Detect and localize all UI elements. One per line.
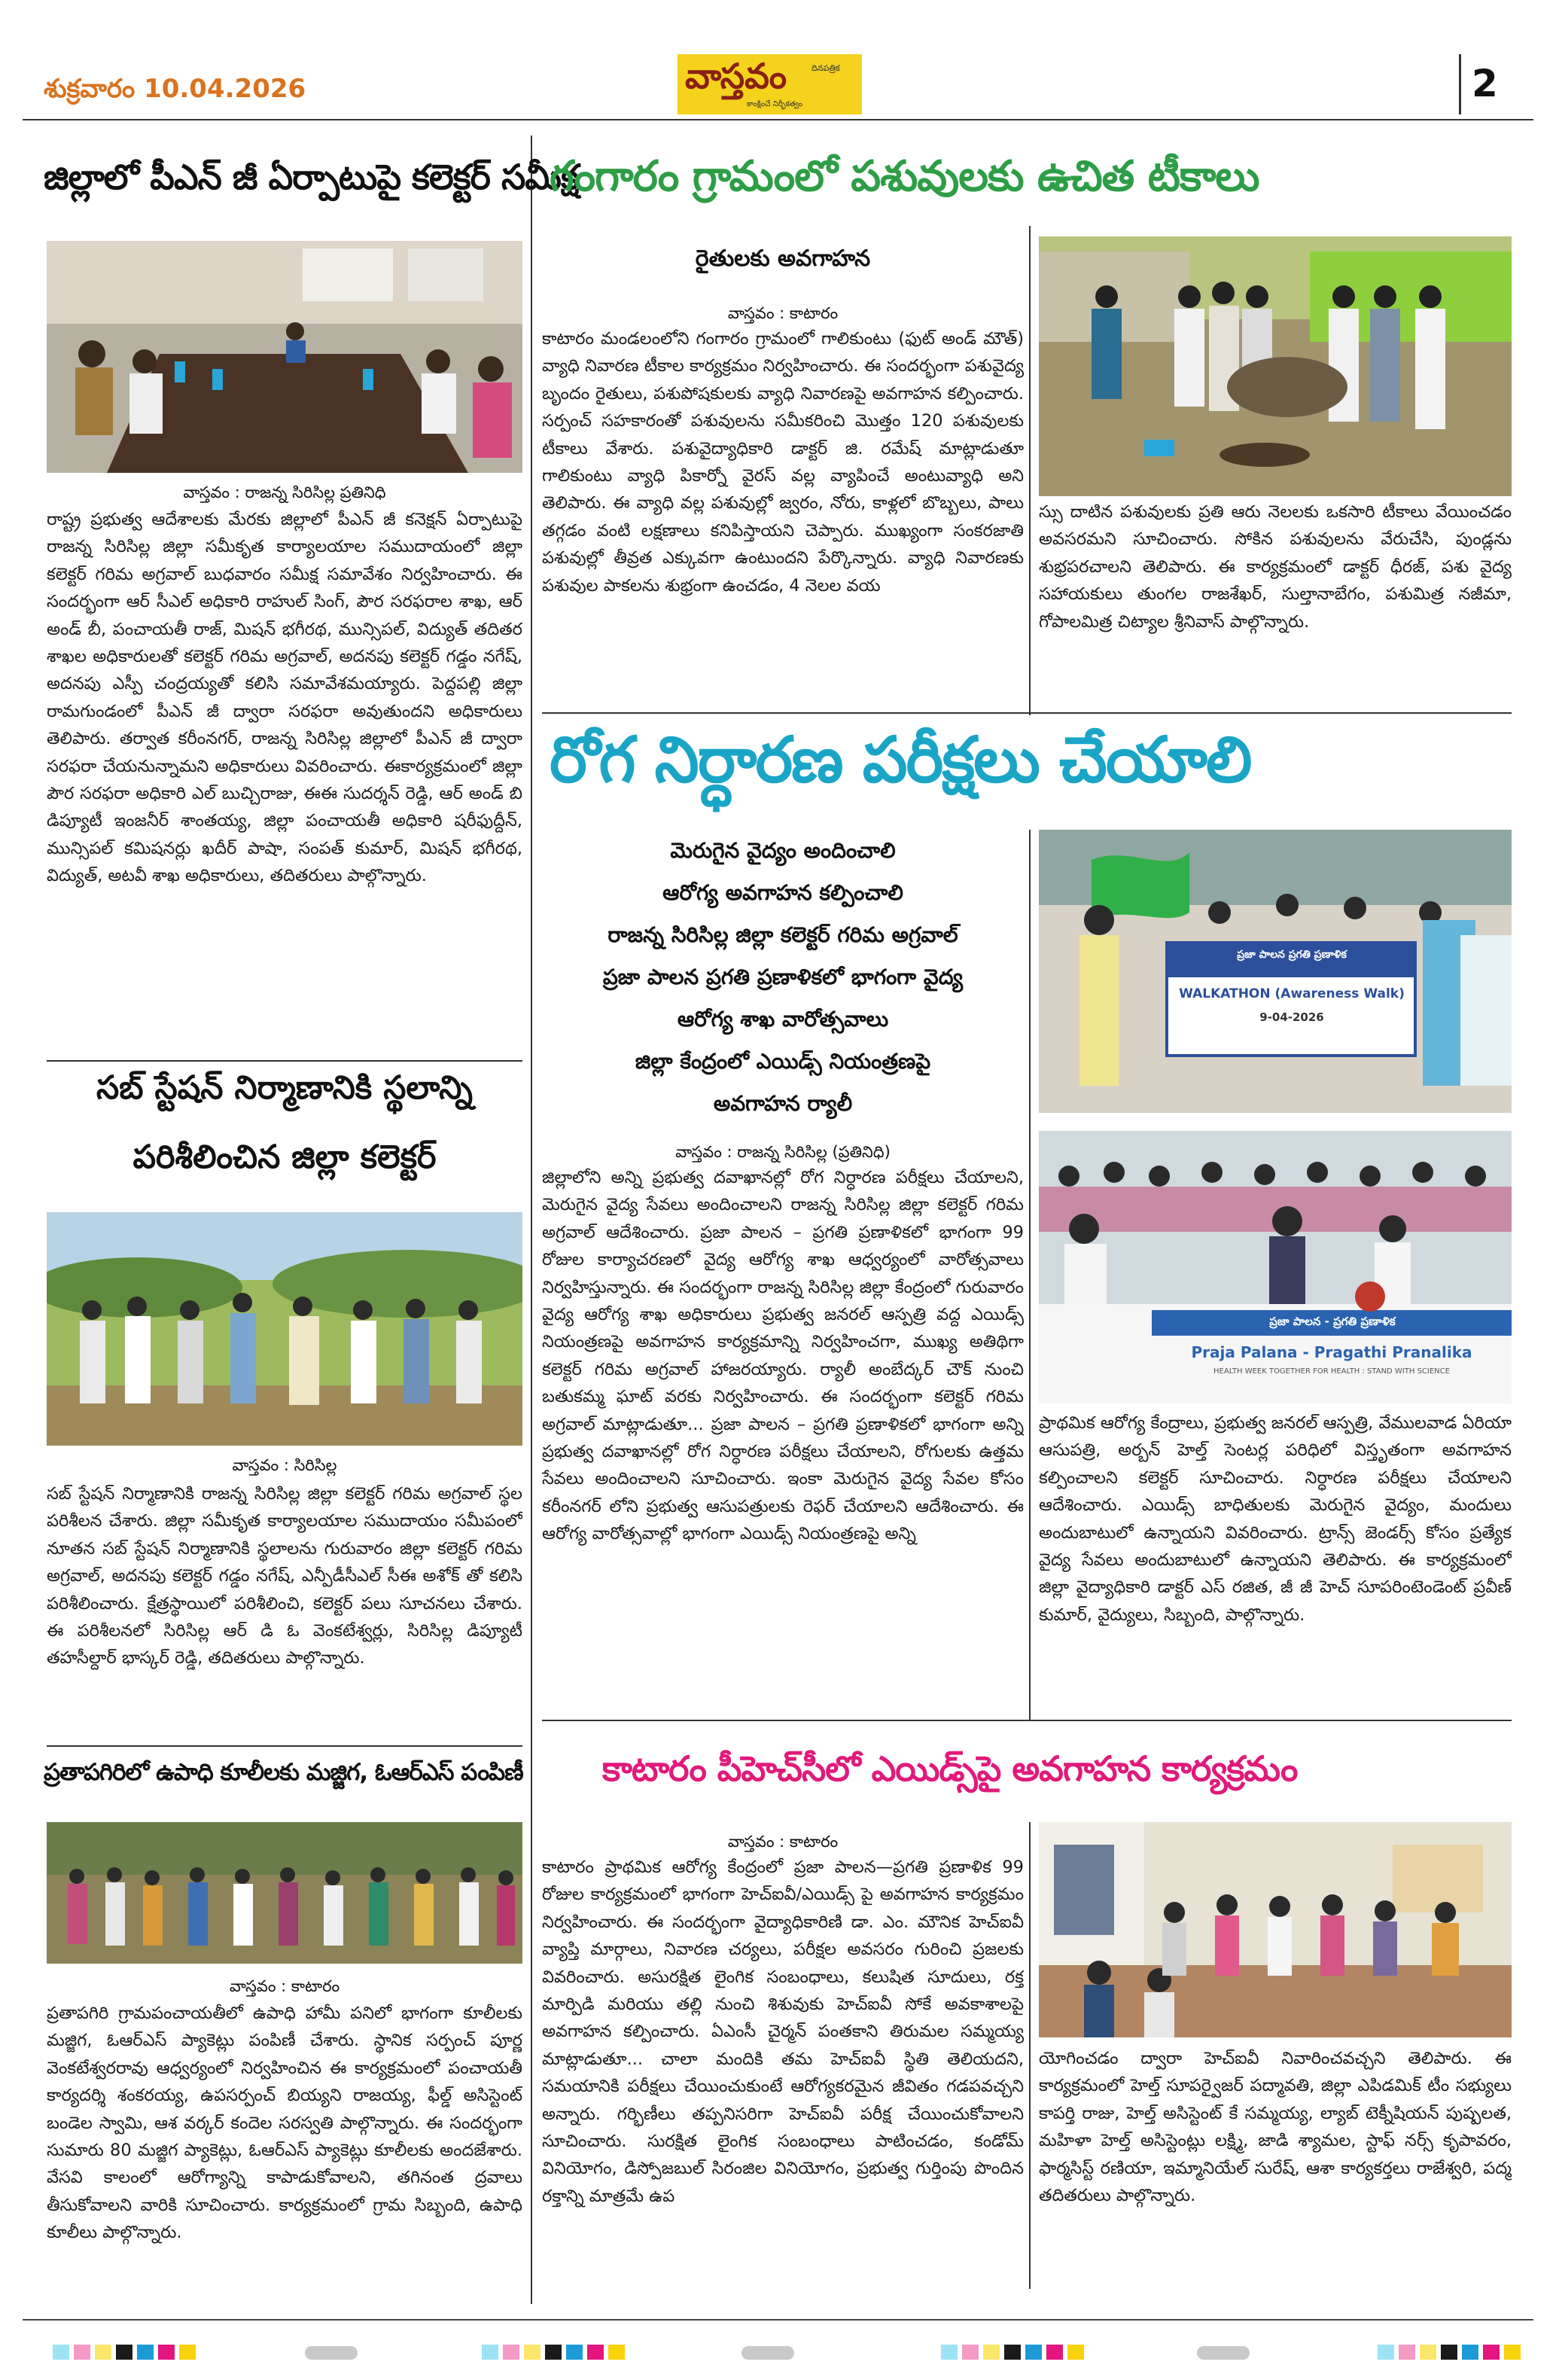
article-body-left: జిల్లాలోని అన్ని ప్రభుత్వ దవాఖానల్లో రోగ నిర్ధారణ పరీక్షలు చేయాలని, మెరుగైన వైద్య సేవలు అందించాలని రాజన్న సిరిసిల్ల జిల్లా కలెక్టర్ గరిమ అగ్రవాల్ ఆదేశించారు. ప్రజా పాలన – ప్రగతి ప్రణాళికలో భాగంగా 99 రోజుల కార్యాచరణలో వైద్య ఆరోగ్య శాఖ ఆధ్వర్యంలో వారోత్సవాలు నిర్వహిస్తున్నారు. ఈ సందర్భంగా రాజన్న సిరిసిల్ల జిల్లా కేంద్రంలో గురువారం వైద్య ఆరోగ్య శాఖ అధికారులు ప్రభుత్వ జనరల్ ఆస్పత్రి వద్ద ఎయిడ్స్ నియంత్రణపై అవగాహన కార్యక్రమాన్ని నిర్వహించగా, ముఖ్య అతిథిగా కలెక్టర్ గరిమ అగ్రవాల్ హాజరయ్యారు. ర్యాలీ అంబేద్కర్ చౌక్ నుంచి బతుకమ్మ ఘాట్ వరకు నిర్వహించారు. ఈ సందర్భంగా కలెక్టర్ గరిమ అగ్రవాల్ మాట్లాడుతూ... ప్రజా పాలన – ప్రగతి ప్రణాళికలో భాగంగా అన్ని ప్రభుత్వ దవాఖానల్లో రోగ నిర్ధారణ పరీక్షలు చేయాలని, రోగులకు ఉత్తమ సేవలు అందించాలని సూచించారు. ఇంకా మెరుగైన వైద్య సేవల కోసం కరీంనగర్ లోని ప్రభుత్వ ఆసుపత్రులకు రెఫర్ చేయాలని ఆదేశించారు. ఈ ఆరోగ్య వారోత్సవాల్లో భాగంగా ఎయిడ్స్ నియంత్రణపై అన్ని	[542, 1168, 1024, 1544]
masthead-rule	[23, 119, 1533, 120]
deck-line: రాజన్న సిరిసిల్ల జిల్లా కలెక్టర్ గరిమ అగ్రవాల్	[607, 922, 958, 947]
byline: వాస్తవం : కాటారం	[229, 1977, 340, 1995]
phc-awareness-photo	[1039, 1822, 1512, 2037]
article-body: సబ్ స్టేషన్ నిర్మాణానికి రాజన్న సిరిసిల్ల జిల్లా కలెక్టర్ గరిమ అగ్రవాల్ స్థల పరిశీలన చేశారు. జిల్లా సమీకృత కార్యాలయాల సముదాయం సమీపంలో నూతన సబ్ స్టేషన్ నిర్మాణానికి స్థలాలను గురువారం జిల్లా కలెక్టర్ గరిమ అగ్రవాల్, అదనపు కలెక్టర్ గడ్డం నగేష్, ఎన్పీడీసీఎల్ సీఈ అశోక్ తో కలిసి పరిశీలించారు. క్షేత్రస్థాయిలో పరిశీలించి, కలెక్టర్ పలు సూచనలు చేశారు. ఈ పరిశీలనలో సిరిసిల్ల ఆర్ డి ఓ వెంకటేశ్వర్లు, సిరిసిల్ల డిప్యూటీ తహసీల్దార్ భాస్కర్ రెడ్డి, తదితరులు పాల్గొన్నారు.	[47, 1484, 522, 1668]
meeting-photo	[47, 241, 522, 473]
walkathon-photo	[1039, 830, 1512, 1113]
headline: రోగ నిర్ధారణ పరీక్షలు చేయాలి	[550, 723, 1251, 797]
deck	[542, 830, 1024, 1125]
headline: కాటారం పీహెచ్‌సీలో ఎయిడ్స్‌పై అవగాహన కార్యక్రమం	[602, 1748, 1298, 1789]
article-body-right: యోగించడం ద్వారా హెచ్ఐవీ నివారించవచ్చని తెలిపారు. ఈ కార్యక్రమంలో హెల్త్ సూపర్వైజర్ పద్మావతి, జిల్లా ఎపిడమిక్ టీం సభ్యులు కాపర్తి రాజు, హెల్త్ అసిస్టెంట్ కే సమ్మయ్య, ల్యాబ్ టెక్నీషియన్ పుష్పలత, మహిళా హెల్త్ అసిస్టెంట్లు లక్ష్మి, జాడి శ్యామల, స్టాఫ్ నర్స్ కృపావరం, ఫార్మసిస్ట్ రణియా, ఇమ్మానియేల్ సురేష్, ఆశా కార్యకర్తలు రాజేశ్వరి, పద్మ తదితరులు పాల్గొన్నారు.	[1039, 2049, 1512, 2206]
footer	[0, 2311, 1556, 2380]
awareness-stage-photo	[1039, 1131, 1512, 1403]
deck-line: ఆరోగ్య శాఖ వారోత్సవాలు	[677, 1007, 889, 1032]
article-rule	[47, 1060, 522, 1062]
walkathon-banner-title: ప్రజా పాలన ప్రగతి ప్రణాళిక	[1237, 949, 1347, 961]
article-rule	[542, 712, 1512, 714]
footer-rule	[23, 2319, 1533, 2321]
headline: ప్రతాపగిరిలో ఉపాధి కూలీలకు మజ్జిగ, ఓఆర్ఎస్ పంపిణీ	[44, 1759, 523, 1786]
column-rule-mid3	[1029, 1822, 1031, 2289]
workers-photo	[47, 1822, 522, 1964]
logo-subtitle: కాంక్షించే నిర్భీకత్వం	[747, 100, 802, 108]
gray-bar-1	[305, 2346, 358, 2360]
registration-marks-center-left	[482, 2345, 632, 2360]
walkathon-banner-date: 9-04-2026	[1259, 1010, 1324, 1024]
stage-banner-title: ప్రజా పాలన - ప్రగతి ప్రణాళిక	[1269, 1315, 1396, 1328]
issue-date: శుక్రవారం 10.04.2026	[44, 74, 306, 104]
stage-banner-main: Praja Palana - Pragathi Pranalika	[1191, 1343, 1472, 1361]
byline: వాస్తవం : కాటారం	[727, 304, 839, 322]
column-rule-left	[531, 136, 532, 2304]
deck-line: మెరుగైన వైద్యం అందించాలి	[670, 838, 896, 863]
deck-line: ప్రజా పాలన ప్రగతి ప్రణాళికలో భాగంగా వైద్య	[602, 964, 964, 989]
article-body: ప్రతాపగిరి గ్రామపంచాయతీలో ఉపాధి హామీ పనిలో భాగంగా కూలీలకు మజ్జిగ, ఓఆర్ఎస్ ప్యాకెట్లు పంపిణీ చేశారు. స్థానిక సర్పంచ్ పూర్ణ వెంకటేశ్వరరావు ఆధ్వర్యంలో నిర్వహించిన ఈ కార్యక్రమంలో పంచాయతీ కార్యదర్శి శంకరయ్య, ఉపసర్పంచ్ బియ్యని రాజయ్య, ఫీల్డ్ అసిస్టెంట్ బండెల స్వామి, ఆశ వర్కర్ కందెల సరస్వతి పాల్గొన్నారు. ఈ సందర్భంగా సుమారు 80 మజ్జిగ ప్యాకెట్లు, ఓఆర్ఎస్ ప్యాకెట్లు కూలీలకు అందజేశారు. వేసవి కాలంలో ఆరోగ్యాన్ని కాపాడుకోవాలని, తగినంత ద్రవాలు తీసుకోవాలని వారికి సూచించారు. కార్యక్రమంలో గ్రామ సిబ్బంది, ఉపాధి కూలీలు పాల్గొన్నారు.	[47, 2004, 522, 2243]
article-body-right: ప్రాథమిక ఆరోగ్య కేంద్రాలు, ప్రభుత్వ జనరల్ ఆస్పత్రి, వేములవాడ ఏరియా ఆసుపత్రి, అర్బన్ హెల్త్ సెంటర్ల పరిధిలో విస్తృతంగా అవగాహన కల్పించాలని కలెక్టర్ సూచించారు. నిర్ధారణ పరీక్షలు చేయాలని ఆదేశించారు. ఎయిడ్స్ బాధితులకు మెరుగైన వైద్యం, మందులు అందుబాటులో ఉన్నాయని వివరించారు. ట్రాన్స్ జెండర్స్ కోసం ప్రత్యేక వైద్య సేవలు అందుబాటులో ఉన్నాయని తెలిపారు. ఈ కార్యక్రమంలో జిల్లా వైద్యాధికారి డాక్టర్ ఎస్ రజిత, జీ జీ హెచ్ సూపరింటెండెంట్ ప్రవీణ్ కుమార్, వైద్యులు, సిబ్బంది, పాల్గొన్నారు.	[1039, 1413, 1512, 1625]
byline: వాస్తవం : కాటారం	[727, 1833, 839, 1851]
article-body: రాష్ట్ర ప్రభుత్వ ఆదేశాలకు మేరకు జిల్లాలో పీఎన్ జీ కనెక్షన్ ఏర్పాటుపై రాజన్న సిరిసిల్ల జిల్లా సమీకృత కార్యాలయాల సముదాయంలో జిల్లా కలెక్టర్ గరిమ అగ్రవాల్ బుధవారం సమీక్ష సమావేశం నిర్వహించారు. ఈ సందర్భంగా ఆర్ సీఎల్ అధికారి రాహుల్ సింగ్, పౌర సరఫరాల శాఖ, ఆర్ అండ్ బీ, పంచాయతీ రాజ్, మిషన్ భగీరథ, మున్సిపల్, విద్యుత్ తదితర శాఖల అధికారులతో కలెక్టర్ గరిమ అగ్రవాల్, అదనపు కలెక్టర్ గడ్డం నగేష్, అదనపు ఎస్పీ చంద్రయ్యతో కలిసి సమావేశమయ్యారు. పెద్దపల్లి జిల్లా రామగుండంలో పీఎన్ జీ ద్వారా సరఫరా అవుతుందని అధికారులు తెలిపారు. తర్వాత కరీంనగర్, రాజన్న సిరిసిల్ల జిల్లాలో పీఎన్ జీ ద్వారా సరఫరా చేయనున్నామని అధికారులు వివరించారు. ఈకార్యక్రమంలో జిల్లా పౌర సరఫరా అధికారి ఎల్ బుచ్చిరాజు, ఈఈ సుదర్శన్ రెడ్డి, ఆర్ అండ్ బి డిప్యూటీ ఇంజనీర్ శాంతయ్య, జిల్లా పంచాయతీ అధికారి షరీఫుద్దీన్, మున్సిపల్ కమిషనర్లు ఖదీర్ పాషా, సంపత్ కుమార్, మిషన్ భగీరథ, విద్యుత్, అటవీ శాఖ అధికారులు, తదితరులు పాల్గొన్నారు.	[47, 510, 522, 886]
deck-line: అవగాహన ర్యాలీ	[713, 1091, 853, 1116]
article-body-right: స్సు దాటిన పశువులకు ప్రతి ఆరు నెలలకు ఒకసారి టీకాలు వేయించడం అవసరమని సూచించారు. సోకిన పశువులను వేరుచేసి, పుండ్లను శుభ్రపరచాలని తెలిపారు. ఈ కార్యక్రమంలో డాక్టర్ ధీరజ్, పశు వైద్య సహాయకులు తుంగల రాజశేఖర్, సుల్తానాబేగం, పశుమిత్ర నజీమా, గోపాలమిత్ర చిట్యాల శ్రీనివాస్ పాల్గొన్నారు.	[1039, 502, 1512, 632]
cattle-photo	[1039, 236, 1512, 496]
subhead: రైతులకు అవగాహన	[695, 245, 871, 272]
article-body-left: కాటారం మండలంలోని గంగారం గ్రామంలో గాలికుంటు (ఫుట్ అండ్ మౌత్) వ్యాధి నివారణ టీకాల కార్యక్రమం నిర్వహించారు. ఈ సందర్భంగా పశువైద్య బృందం రైతులు, పశుపోషకులకు వ్యాధి నివారణపై అవగాహన కల్పించారు. సర్పంచ్ సహకారంతో పశువులను సమీకరించి మొత్తం 120 పశువులకు టీకాలు వేశారు. పశువైద్యాధికారి డాక్టర్ జి. రమేష్ మాట్లాడుతూ గాలికుంటు వ్యాధి పికార్నో వైరస్ వల్ల వ్యాపించే అంటువ్యాధి అని తెలిపారు. ఈ వ్యాధి వల్ల పశువుల్లో జ్వరం, నోరు, కాళ్లలో బొబ్బలు, పాలు తగ్గడం వంటి లక్షణాలు కనిపిస్తాయని చెప్పారు. ముఖ్యంగా సంకరజాతి పశువుల్లో తీవ్రత ఎక్కువగా ఉంటుందని పేర్కొన్నారు. వ్యాధి నివారణకు పశువుల పాకలను శుభ్రంగా ఉంచడం, 4 నెలల వయ	[542, 329, 1024, 596]
article-rule	[542, 1720, 1512, 1721]
article-rule	[47, 1745, 522, 1747]
headline: జిల్లాలో పీఎన్ జీ ఏర్పాటుపై కలెక్టర్ సమీక్ష	[44, 157, 578, 197]
logo-tag: దినపత్రిక	[811, 63, 840, 73]
headline-line-1: సబ్ స్టేషన్ నిర్మాణానికి స్థలాన్ని	[96, 1069, 473, 1107]
gray-bar-2	[741, 2346, 794, 2360]
byline: వాస్తవం : రాజన్న సిరిసిల్ల ప్రతినిధి	[183, 483, 386, 501]
logo-title: వాస్తవం	[685, 56, 787, 96]
walkathon-banner-main: WALKATHON (Awareness Walk)	[1179, 986, 1405, 1001]
headline: గంగారం గ్రామంలో పశువులకు ఉచిత టీకాలు	[550, 152, 1259, 201]
headline-line-2: పరిశీలించిన జిల్లా కలెక్టర్	[132, 1138, 437, 1176]
site-inspection-photo	[47, 1212, 522, 1446]
article-body-left: కాటారం ప్రాథమిక ఆరోగ్య కేంద్రంలో ప్రజా పాలన—ప్రగతి ప్రణాళిక 99 రోజుల కార్యక్రమంలో భాగంగా హెచ్ఐవీ/ఎయిడ్స్ పై అవగాహన కార్యక్రమం నిర్వహించారు. ఈ సందర్భంగా వైద్యాధికారిణి డా. ఎం. మౌనిక హెచ్ఐవీ వ్యాప్తి మార్గాలు, నివారణ చర్యలు, పరీక్షల అవసరం గురించి ప్రజలకు వివరించారు. అసురక్షిత లైంగిక సంబంధాలు, కలుషిత సూదులు, రక్త మార్పిడి మరియు తల్లి నుంచి శిశువుకు హెచ్ఐవీ సోకే అవకాశాలపై అవగాహన కల్పించారు. ఏఎంసీ చైర్మన్ పంతకాని తిరుమల సమ్మయ్య మాట్లాడుతూ... చాలా మందికి తమ హెచ్ఐవీ స్థితి తెలియదని, సమయానికి పరీక్షలు చేయించుకుంటే ఆరోగ్యకరమైన జీవితం గడపవచ్చని అన్నారు. గర్భిణీలు తప్పనిసరిగా హెచ్ఐవీ పరీక్ష చేయించుకోవాలని సూచించారు. సురక్షిత లైంగిక సంబంధాలు పాటించడం, కండోమ్ వినియోగం, డిస్పోజబుల్ సిరంజిల వినియోగం, ప్రభుత్వ గుర్తింపు పొందిన రక్తాన్ని మాత్రమే ఉప	[542, 1857, 1024, 2206]
newspaper-logo	[678, 54, 862, 114]
masthead	[0, 0, 1556, 120]
gray-bar-3	[1197, 2346, 1250, 2360]
stage-banner-sub: HEALTH WEEK TOGETHER FOR HEALTH : STAND WITH SCIENCE	[1213, 1367, 1450, 1376]
byline: వాస్తవం : రాజన్న సిరిసిల్ల (ప్రతినిధి)	[675, 1143, 891, 1161]
byline: వాస్తవం : సిరిసిల్ల	[232, 1456, 337, 1474]
registration-marks-center-right	[941, 2345, 1092, 2360]
column-rule-mid2	[1029, 830, 1031, 1720]
page-number-divider	[1459, 54, 1461, 114]
deck-line: జిల్లా కేంద్రంలో ఎయిడ్స్ నియంత్రణపై	[635, 1049, 931, 1074]
page-number: 2	[1472, 62, 1498, 105]
column-rule-mid	[1029, 226, 1031, 715]
registration-marks-right	[1378, 2345, 1528, 2360]
deck-line: ఆరోగ్య అవగాహన కల్పించాలి	[662, 880, 903, 905]
registration-marks-left	[53, 2345, 203, 2360]
